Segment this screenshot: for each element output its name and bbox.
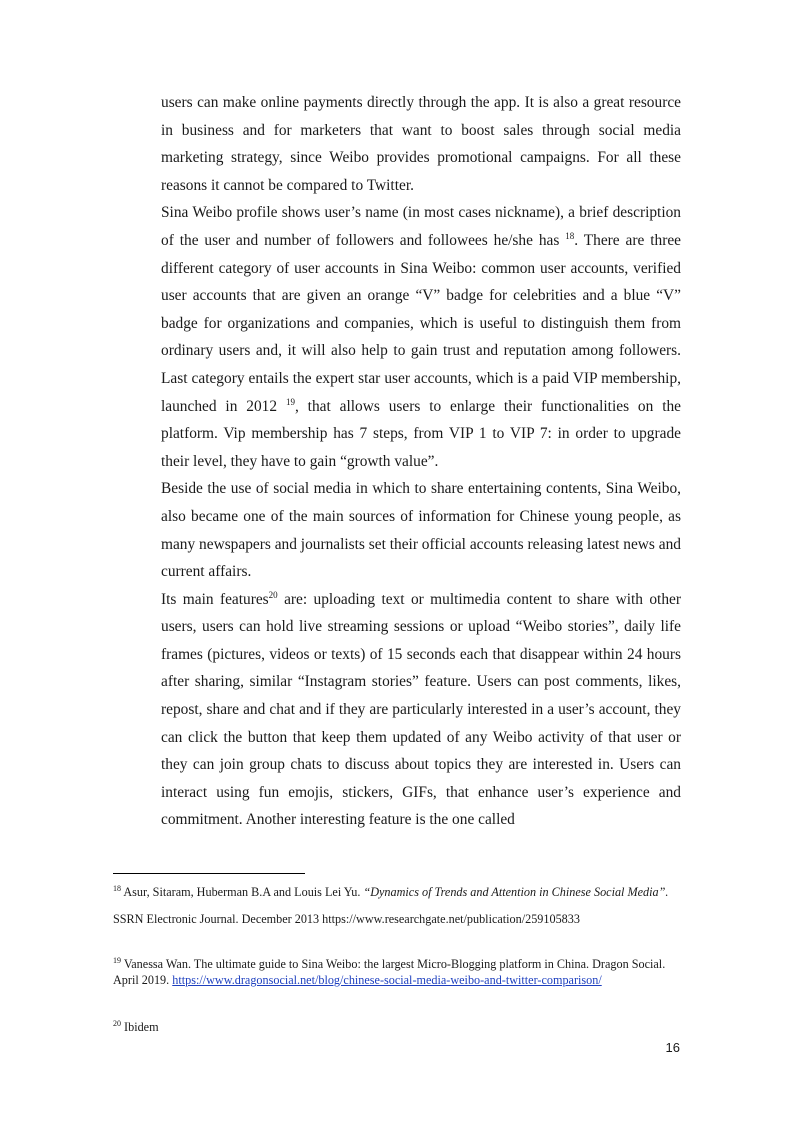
paragraph-4 (161, 586, 681, 834)
footnote-18-title: “Dynamics of Trends and Attention in Chinese Social Media”. (363, 885, 669, 899)
page-number: 16 (665, 1040, 680, 1055)
footnote-20-number: 20 (113, 1018, 121, 1028)
footnote-19-text: Vanessa Wan. The ultimate guide to Sina Weibo: the largest Micro-Blogging platform in China. Dragon Social. April 2019. (113, 957, 666, 987)
paragraph-2-part-b: . There are three different category of user accounts in Sina Weibo: common user accounts, verified user accounts that are given an orange “V” badge for celebrities and a blue “V” badge for organizations and companies, which is useful to distinguish them from ordinary users and, it will also help to gain trust and reputation among followers. Last category entails the expert star user accounts, which is a paid VIP membership, launched in 2012 (161, 231, 681, 415)
paragraph-2-part-c: , that allows users to enlarge their functionalities on the platform. Vip membership has 7 steps, from VIP 1 to VIP 7: in order to upgrade their level, they have to gain “growth value”. (161, 397, 681, 470)
footnote-19-link[interactable]: https://www.dragonsocial.net/blog/chinese-social-media-weibo-and-twitter-comparison/ (172, 973, 602, 987)
footnote-18 (113, 879, 683, 933)
footnote-20 (113, 1019, 683, 1035)
paragraph-2 (161, 199, 681, 475)
paragraph-3: Beside the use of social media in which to share entertaining contents, Sina Weibo, also became one of the main sources of information for Chinese young people, as many newspapers and journalists set their official accounts releasing latest news and current affairs. (161, 480, 681, 581)
footnote-19 (113, 956, 683, 988)
paragraph-4-part-b: are: uploading text or multimedia content to share with other users, users can hold live streaming sessions or upload “Weibo stories”, daily life frames (pictures, videos or texts) of 15 seconds each that disappear within 24 hours after sharing, similar “Instagram stories” feature. Users can post comments, likes, repost, share and chat and if they are particularly interested in a user’s account, they can click the button that keep them updated of any Weibo activity of that user or they can join group chats to discuss about topics they are interested in. Users can interact using fun emojis, stickers, GIFs, that enhance user’s experience and commitment. Another interesting feature is the one called (161, 590, 681, 829)
body-text (161, 89, 681, 834)
footnote-ref-19[interactable]: 19 (285, 396, 295, 407)
footnote-18-source: SSRN Electronic Journal. December 2013 https://www.researchgate.net/publication/259105833 (113, 912, 580, 926)
paragraph-2-part-a: Sina Weibo profile shows user’s name (in most cases nickname), a brief description of the user and number of followers and followees he/she has (161, 204, 681, 249)
footnote-18-number: 18 (113, 883, 121, 893)
footnote-ref-18[interactable]: 18 (565, 230, 575, 241)
footnote-20-text: Ibidem (121, 1020, 159, 1034)
paragraph-4-part-a: Its main features (161, 590, 269, 608)
footnote-divider (113, 873, 305, 874)
footnote-19-number: 19 (113, 955, 121, 965)
paragraph-1: users can make online payments directly through the app. It is also a great resource in business and for marketers that want to boost sales through social media marketing strategy, since Weibo provides promotional campaigns. For all these reasons it cannot be compared to Twitter. (161, 94, 681, 194)
footnote-ref-20[interactable]: 20 (268, 589, 278, 600)
footnote-18-authors: Asur, Sitaram, Huberman B.A and Louis Lei Yu. (121, 885, 364, 899)
